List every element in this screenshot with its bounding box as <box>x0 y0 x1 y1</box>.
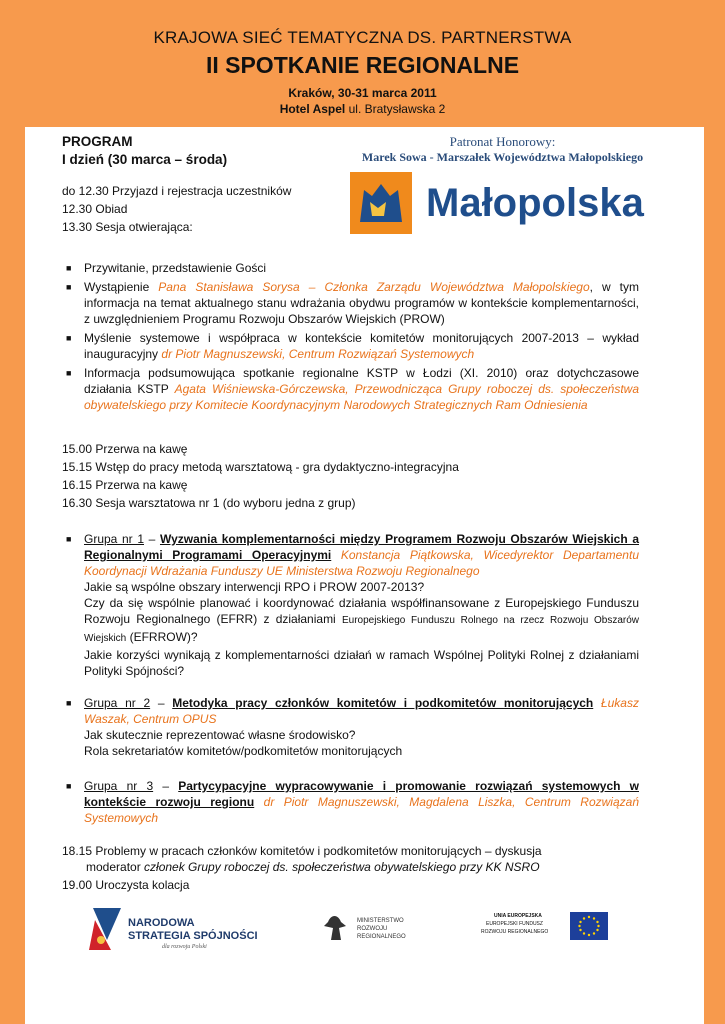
closing-schedule: 18.15 Problemy w pracach członków komitetów i podkomitetów monitorujących – dyskusja moderator członek Grupy roboczej ds. społeczeństwa obywatelskiego przy KK NSRO 19.00 Uroczysta kolacja <box>62 844 542 892</box>
svg-text:REGIONALNEGO: REGIONALNEGO <box>357 934 406 940</box>
footer-logos <box>25 900 704 970</box>
eu-logo <box>481 912 608 940</box>
list-item: ■ Wystąpienie Pana Stanisława Sorysa – Członka Zarządu Województwa Małopolskiego, w tym informacja na temat aktualnego stanu wdrażania obydwu programów w kontekście komplementarności, z uwzględnieniem Programu Rozwoju Obszarów Wiejskich (PROW) <box>66 280 639 326</box>
mrr-logo <box>324 916 406 940</box>
network-name: KRAJOWA SIEĆ TEMATYCZNA DS. PARTNERSTWA <box>153 28 572 47</box>
list-item: ■ Informacja podsumowująca spotkanie regionalne KSTP w Łodzi (XI. 2010) oraz dotychczasowe działania KSTP Agata Wiśniewska-Górczewska, Przewodnicząca Grupy roboczej ds. społeczeństwa obywatelskiego przy Komitecie Koordynacyjnym Narodowych Strategicznych Ram Odniesienia <box>66 366 639 412</box>
list-item: ■ Myślenie systemowe i współpraca w kontekście komitetów monitorujących 2007-2013 – wykład inauguracyjny dr Piotr Magnuszewski, Centrum Rozwiązań Systemowych <box>66 331 639 361</box>
workshop-group-2: ■ Grupa nr 2 – Metodyka pracy członków komitetów i podkomitetów monitorujących Łukasz Waszak, Centrum OPUS Jak skutecznie reprezentować własne środowisko? Rola sekretariatów komitetów/podkomitetów monitorujących <box>66 696 639 758</box>
workshop-group-3: ■ Grupa nr 3 – Partycypacyjne wypracowywanie i promowanie rozwiązań systemowych w kontekście rozwoju regionu dr Piotr Magnuszewski, Magdalena Liszka, Centrum Rozwiązań Systemowych <box>66 779 639 825</box>
patronage-block: Patronat Honorowy: Marek Sowa - Marszałek Województwa Małopolskiego <box>361 134 644 164</box>
malopolska-wordmark: Małopolska <box>426 181 644 225</box>
svg-text:ROZWOJU: ROZWOJU <box>357 926 388 932</box>
svg-text:ROZWOJU REGIONALNEGO: ROZWOJU REGIONALNEGO <box>481 929 549 935</box>
nss-logo <box>89 908 258 950</box>
svg-text:EUROPEJSKI FUNDUSZ: EUROPEJSKI FUNDUSZ <box>486 921 543 927</box>
opening-session-list <box>62 260 639 416</box>
svg-text:UNIA EUROPEJSKA: UNIA EUROPEJSKA <box>494 913 542 919</box>
header-banner <box>0 0 725 127</box>
svg-text:dla rozwoju Polski: dla rozwoju Polski <box>162 944 207 950</box>
schedule-afternoon: 15.00 Przerwa na kawę 15.15 Wstęp do pracy metodą warsztatową - gra dydaktyczno-integracyjna 16.15 Przerwa na kawę 16.30 Sesja warsztatowa nr 1 (do wyboru jedna z grup) <box>62 442 459 510</box>
svg-text:MINISTERSTWO: MINISTERSTWO <box>357 918 404 924</box>
svg-text:NARODOWA: NARODOWA <box>128 917 195 929</box>
meeting-date: Kraków, 30-31 marca 2011 <box>288 86 437 100</box>
meeting-title: II SPOTKANIE REGIONALNE <box>205 52 520 78</box>
workshop-group-1: ■ Grupa nr 1 – Wyzwania komplementarności między Programem Rozwoju Obszarów Wiejskich a Regionalnymi Programami Operacyjnymi Konstancja Piątkowska, Wicedyrektor Departamentu Koordynacji Wdrażania Funduszy UE Ministerstwa Rozwoju Regionalnego Jakie są wspólne obszary interwencji RPO i PROW 2007-2013? Czy da się wspólnie planować i koordynować działania współfinansowane z Europejskiego Funduszu Rozwoju Regionalnego (EFRR) z działaniami Europejskiego Funduszu Rolnego na rzecz Rozwoju Obszarów Wiejskich (EFRROW)? Jakie korzyści wynikają z komplementarności działań w ramach Wspólnej Polityki Rolnej z działaniami Polityki Spójności? <box>66 532 639 678</box>
meeting-venue: Hotel Aspel ul. Bratysławska 2 <box>279 102 446 116</box>
malopolska-logo <box>350 172 660 234</box>
eagle-emblem-icon <box>324 916 346 940</box>
program-heading: PROGRAM I dzień (30 marca – środa) <box>62 134 228 167</box>
list-item: ■ Przywitanie, przedstawienie Gości <box>66 261 267 275</box>
svg-text:STRATEGIA SPÓJNOŚCI: STRATEGIA SPÓJNOŚCI <box>128 930 258 942</box>
schedule-morning: do 12.30 Przyjazd i rejestracja uczestników 12.30 Obiad 13.30 Sesja otwierająca: <box>62 184 292 234</box>
